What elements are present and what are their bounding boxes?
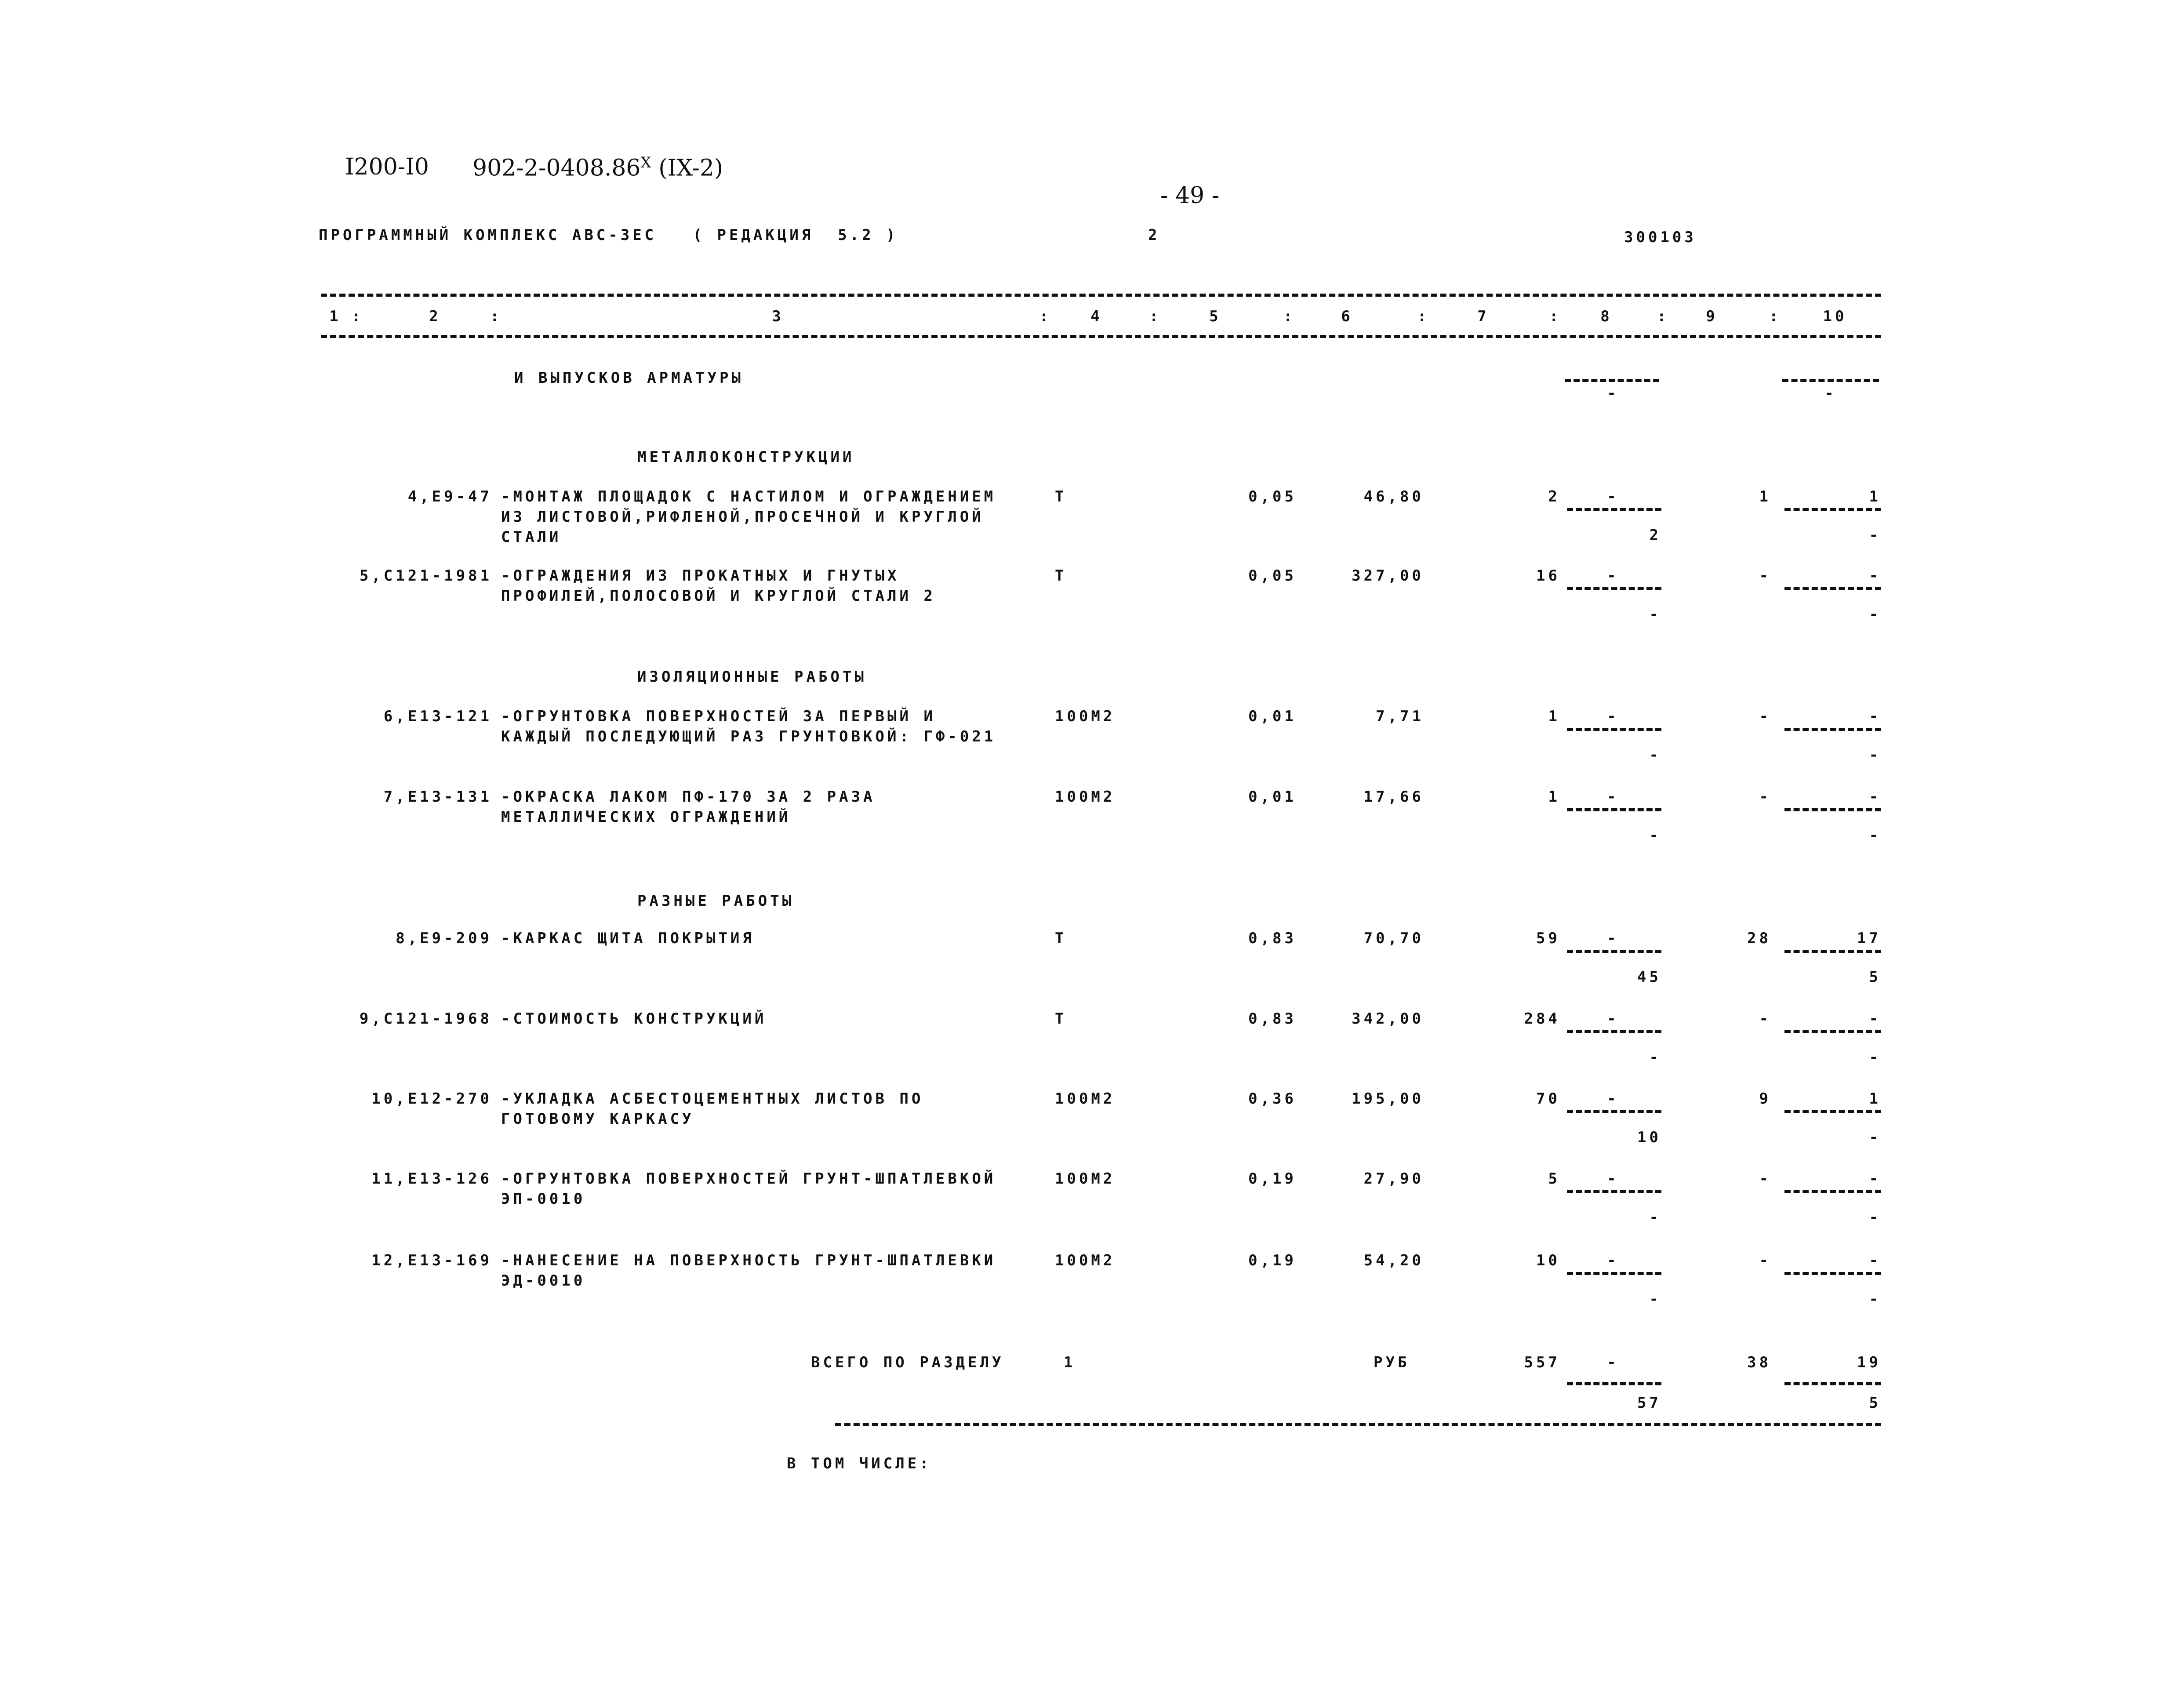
document-number: 300103 <box>1624 229 1697 246</box>
row-quantity: 0,01 <box>1248 788 1297 806</box>
row-description-line: КАЖДЫЙ ПОСЛЕДУЮЩИЙ РАЗ ГРУНТОВКОЙ: ГФ-021 <box>501 728 996 745</box>
row-column-9: - <box>1759 1170 1771 1188</box>
row-column-10-divider <box>1784 950 1881 953</box>
column-separator: : <box>1417 308 1430 325</box>
column-header: 1 <box>329 308 342 325</box>
row-column-8-top: - <box>1607 567 1619 585</box>
row-column-8-divider <box>1567 728 1661 731</box>
column-8-lower: - <box>1607 385 1619 402</box>
row-column-8-bottom: - <box>1649 1290 1661 1308</box>
row-column-8-divider <box>1567 508 1661 511</box>
column-header: 2 <box>429 308 441 325</box>
row-column-10-bottom: - <box>1869 746 1881 764</box>
total-column-7: 557 <box>1524 1354 1560 1371</box>
row-column-10-divider <box>1784 808 1881 811</box>
column-separator: : <box>1657 308 1669 325</box>
row-description-line: ПРОФИЛЕЙ,ПОЛОСОВОЙ И КРУГЛОЙ СТАЛИ 2 <box>501 587 936 605</box>
row-column-8-divider <box>1567 1110 1661 1113</box>
column-header: 7 <box>1477 308 1490 325</box>
column-separator: : <box>1149 308 1162 325</box>
row-quantity: 0,36 <box>1248 1090 1297 1108</box>
row-code: 10,Е12-270 <box>371 1090 492 1108</box>
total-section-number: 1 <box>1064 1354 1076 1371</box>
row-column-10-divider <box>1784 1110 1881 1113</box>
row-code: 7,Е13-131 <box>383 788 492 806</box>
row-column-7: 1 <box>1548 788 1560 806</box>
row-quantity: 0,01 <box>1248 708 1297 725</box>
row-unit: Т <box>1055 930 1067 947</box>
column-separator: : <box>1769 308 1781 325</box>
table-header-rule <box>321 335 1881 338</box>
row-column-10-top: 1 <box>1869 1090 1881 1108</box>
row-column-7: 59 <box>1536 930 1560 947</box>
row-column-10-bottom: - <box>1869 1049 1881 1066</box>
row-column-10-divider <box>1784 1272 1881 1275</box>
row-quantity: 0,19 <box>1248 1252 1297 1269</box>
row-column-9: - <box>1759 708 1771 725</box>
column-10-divider <box>1782 379 1879 382</box>
row-column-8-bottom: 45 <box>1637 968 1661 986</box>
row-column-10-top: 1 <box>1869 488 1881 505</box>
program-title: ПРОГРАММНЫЙ КОМПЛЕКС АВС-3ЕС ( РЕДАКЦИЯ 5.2 ) <box>319 226 898 244</box>
row-column-10-bottom: - <box>1869 527 1881 544</box>
column-header: 5 <box>1209 308 1221 325</box>
row-description-line: -КАРКАС ЩИТА ПОКРЫТИЯ <box>501 930 755 947</box>
row-column-8-bottom: - <box>1649 1049 1661 1066</box>
row-column-10-top: - <box>1869 567 1881 585</box>
row-code: 8,Е9-209 <box>396 930 492 947</box>
row-price: 195,00 <box>1352 1090 1424 1108</box>
table-row <box>0 788 2184 863</box>
section-title-metal: МЕТАЛЛОКОНСТРУКЦИИ <box>637 448 855 466</box>
footer-text: В ТОМ ЧИСЛЕ: <box>787 1455 932 1472</box>
row-price: 7,71 <box>1376 708 1424 725</box>
total-column-10-top: 19 <box>1857 1354 1881 1371</box>
row-column-10-bottom: - <box>1869 827 1881 844</box>
row-column-7: 2 <box>1548 488 1560 505</box>
row-column-10-bottom: - <box>1869 606 1881 623</box>
total-column-8-bottom: 57 <box>1637 1394 1661 1412</box>
column-separator: : <box>352 308 364 325</box>
row-column-9: - <box>1759 567 1771 585</box>
table-row <box>0 1090 2184 1165</box>
row-price: 17,66 <box>1363 788 1424 806</box>
row-description-line: -УКЛАДКА АСБЕСТОЦЕМЕНТНЫХ ЛИСТОВ ПО <box>501 1090 924 1108</box>
row-description-line: -ОКРАСКА ЛАКОМ ПФ-170 ЗА 2 РАЗА <box>501 788 876 806</box>
row-column-8-top: - <box>1607 930 1619 947</box>
row-column-8-divider <box>1567 950 1661 953</box>
continued-text: И ВЫПУСКОВ АРМАТУРЫ <box>514 369 744 387</box>
column-header: 3 <box>772 308 784 325</box>
column-separator: : <box>1549 308 1562 325</box>
row-column-10-top: - <box>1869 708 1881 725</box>
column-header: 8 <box>1600 308 1613 325</box>
row-column-8-top: - <box>1607 488 1619 505</box>
total-label: ВСЕГО ПО РАЗДЕЛУ <box>811 1354 1004 1371</box>
table-top-rule <box>321 294 1881 297</box>
row-column-7: 10 <box>1536 1252 1560 1269</box>
row-column-8-top: - <box>1607 1090 1619 1108</box>
row-column-8-top: - <box>1607 788 1619 806</box>
row-price: 54,20 <box>1363 1252 1424 1269</box>
row-column-9: - <box>1759 1010 1771 1028</box>
row-unit: Т <box>1055 1010 1067 1028</box>
row-unit: 100М2 <box>1055 1170 1116 1188</box>
series-number: 902-2-0408.86 <box>472 155 641 182</box>
row-column-8-bottom: - <box>1649 746 1661 764</box>
row-description-line: -ОГРУНТОВКА ПОВЕРХНОСТЕЙ ЗА ПЕРВЫЙ И <box>501 708 936 725</box>
column-10-lower: - <box>1824 385 1837 402</box>
total-column-10-bottom: 5 <box>1869 1394 1881 1412</box>
row-description-line: МЕТАЛЛИЧЕСКИХ ОГРАЖДЕНИЙ <box>501 808 791 826</box>
row-column-10-top: 17 <box>1857 930 1881 947</box>
row-quantity: 0,05 <box>1248 567 1297 585</box>
row-column-10-divider <box>1784 587 1881 590</box>
row-column-7: 1 <box>1548 708 1560 725</box>
row-column-8-divider <box>1567 587 1661 590</box>
row-price: 342,00 <box>1352 1010 1424 1028</box>
row-price: 327,00 <box>1352 567 1424 585</box>
row-description-line: ГОТОВОМУ КАРКАСУ <box>501 1110 694 1128</box>
row-code: 5,С121-1981 <box>359 567 492 585</box>
table-row <box>0 567 2184 642</box>
row-column-10-top: - <box>1869 788 1881 806</box>
column-separator: : <box>490 308 502 325</box>
row-unit: Т <box>1055 567 1067 585</box>
row-code: 9,С121-1968 <box>359 1010 492 1028</box>
row-column-9: - <box>1759 788 1771 806</box>
row-column-8-bottom: - <box>1649 827 1661 844</box>
row-column-8-top: - <box>1607 708 1619 725</box>
row-description-line: -НАНЕСЕНИЕ НА ПОВЕРХНОСТЬ ГРУНТ-ШПАТЛЕВКИ <box>501 1252 996 1269</box>
series-code <box>472 154 723 181</box>
row-column-7: 70 <box>1536 1090 1560 1108</box>
total-column-8-divider <box>1567 1382 1661 1385</box>
section-title-insulation: ИЗОЛЯЦИОННЫЕ РАБОТЫ <box>637 668 867 686</box>
row-column-9: 28 <box>1747 930 1771 947</box>
column-header: 10 <box>1823 308 1847 325</box>
row-quantity: 0,19 <box>1248 1170 1297 1188</box>
total-column-9: 38 <box>1747 1354 1771 1371</box>
row-quantity: 0,83 <box>1248 1010 1297 1028</box>
row-column-10-top: - <box>1869 1170 1881 1188</box>
table-row <box>0 930 2184 1004</box>
column-8-divider <box>1565 379 1659 382</box>
row-column-10-divider <box>1784 508 1881 511</box>
document-code: I200-I0 <box>345 154 429 180</box>
total-currency: РУБ <box>1374 1354 1410 1371</box>
total-rule <box>835 1423 1881 1426</box>
row-column-8-bottom: 2 <box>1649 527 1661 544</box>
row-column-8-divider <box>1567 1030 1661 1033</box>
row-column-8-divider <box>1567 808 1661 811</box>
column-separator: : <box>1283 308 1296 325</box>
row-unit: 100М2 <box>1055 1252 1116 1269</box>
row-column-8-divider <box>1567 1272 1661 1275</box>
sheet-number: 2 <box>1148 226 1160 244</box>
row-description-line: -СТОИМОСТЬ КОНСТРУКЦИЙ <box>501 1010 767 1028</box>
row-description-line: СТАЛИ <box>501 528 562 546</box>
total-column-8-top: - <box>1607 1354 1619 1371</box>
row-column-9: 9 <box>1759 1090 1771 1108</box>
row-code: 11,Е13-126 <box>371 1170 492 1188</box>
series-mark: X <box>640 154 651 171</box>
column-header: 4 <box>1090 308 1103 325</box>
row-description-line: -ОГРАЖДЕНИЯ ИЗ ПРОКАТНЫХ И ГНУТЫХ <box>501 567 900 585</box>
column-header: 9 <box>1706 308 1718 325</box>
row-code: 12,Е13-169 <box>371 1252 492 1269</box>
row-description-line: -МОНТАЖ ПЛОЩАДОК С НАСТИЛОМ И ОГРАЖДЕНИЕМ <box>501 488 996 505</box>
row-quantity: 0,05 <box>1248 488 1297 505</box>
row-column-10-bottom: - <box>1869 1209 1881 1226</box>
table-row <box>0 1170 2184 1245</box>
row-column-8-top: - <box>1607 1170 1619 1188</box>
row-column-8-divider <box>1567 1190 1661 1193</box>
row-description-line: ЭП-0010 <box>501 1190 586 1208</box>
row-code: 6,Е13-121 <box>383 708 492 725</box>
row-column-10-divider <box>1784 1190 1881 1193</box>
row-unit: Т <box>1055 488 1067 505</box>
row-column-10-divider <box>1784 1030 1881 1033</box>
row-unit: 100М2 <box>1055 1090 1116 1108</box>
row-price: 27,90 <box>1363 1170 1424 1188</box>
column-separator: : <box>1039 308 1052 325</box>
row-column-7: 5 <box>1548 1170 1560 1188</box>
row-column-10-top: - <box>1869 1252 1881 1269</box>
row-column-8-bottom: - <box>1649 606 1661 623</box>
table-row <box>0 708 2184 782</box>
row-description-line: ИЗ ЛИСТОВОЙ,РИФЛЕНОЙ,ПРОСЕЧНОЙ И КРУГЛОЙ <box>501 508 984 526</box>
row-price: 70,70 <box>1363 930 1424 947</box>
row-unit: 100М2 <box>1055 788 1116 806</box>
row-price: 46,80 <box>1363 488 1424 505</box>
page-number: - 49 - <box>1160 182 1220 209</box>
table-row <box>0 488 2184 563</box>
total-column-10-divider <box>1784 1382 1881 1385</box>
row-unit: 100М2 <box>1055 708 1116 725</box>
row-code: 4,Е9-47 <box>407 488 492 505</box>
row-quantity: 0,83 <box>1248 930 1297 947</box>
row-column-9: - <box>1759 1252 1771 1269</box>
row-column-8-top: - <box>1607 1010 1619 1028</box>
row-description-line: -ОГРУНТОВКА ПОВЕРХНОСТЕЙ ГРУНТ-ШПАТЛЕВКОЙ <box>501 1170 996 1188</box>
table-row <box>0 1252 2184 1326</box>
row-column-8-bottom: - <box>1649 1209 1661 1226</box>
table-row <box>0 1010 2184 1085</box>
row-description-line: ЭД-0010 <box>501 1272 586 1290</box>
section-title-misc: РАЗНЫЕ РАБОТЫ <box>637 892 795 910</box>
row-column-10-top: - <box>1869 1010 1881 1028</box>
row-column-10-bottom: - <box>1869 1129 1881 1146</box>
row-column-7: 284 <box>1524 1010 1560 1028</box>
row-column-10-bottom: - <box>1869 1290 1881 1308</box>
row-column-8-bottom: 10 <box>1637 1129 1661 1146</box>
row-column-8-top: - <box>1607 1252 1619 1269</box>
series-suffix: (IX-2) <box>658 155 723 182</box>
row-column-9: 1 <box>1759 488 1771 505</box>
row-column-10-divider <box>1784 728 1881 731</box>
row-column-10-bottom: 5 <box>1869 968 1881 986</box>
column-header: 6 <box>1341 308 1353 325</box>
row-column-7: 16 <box>1536 567 1560 585</box>
